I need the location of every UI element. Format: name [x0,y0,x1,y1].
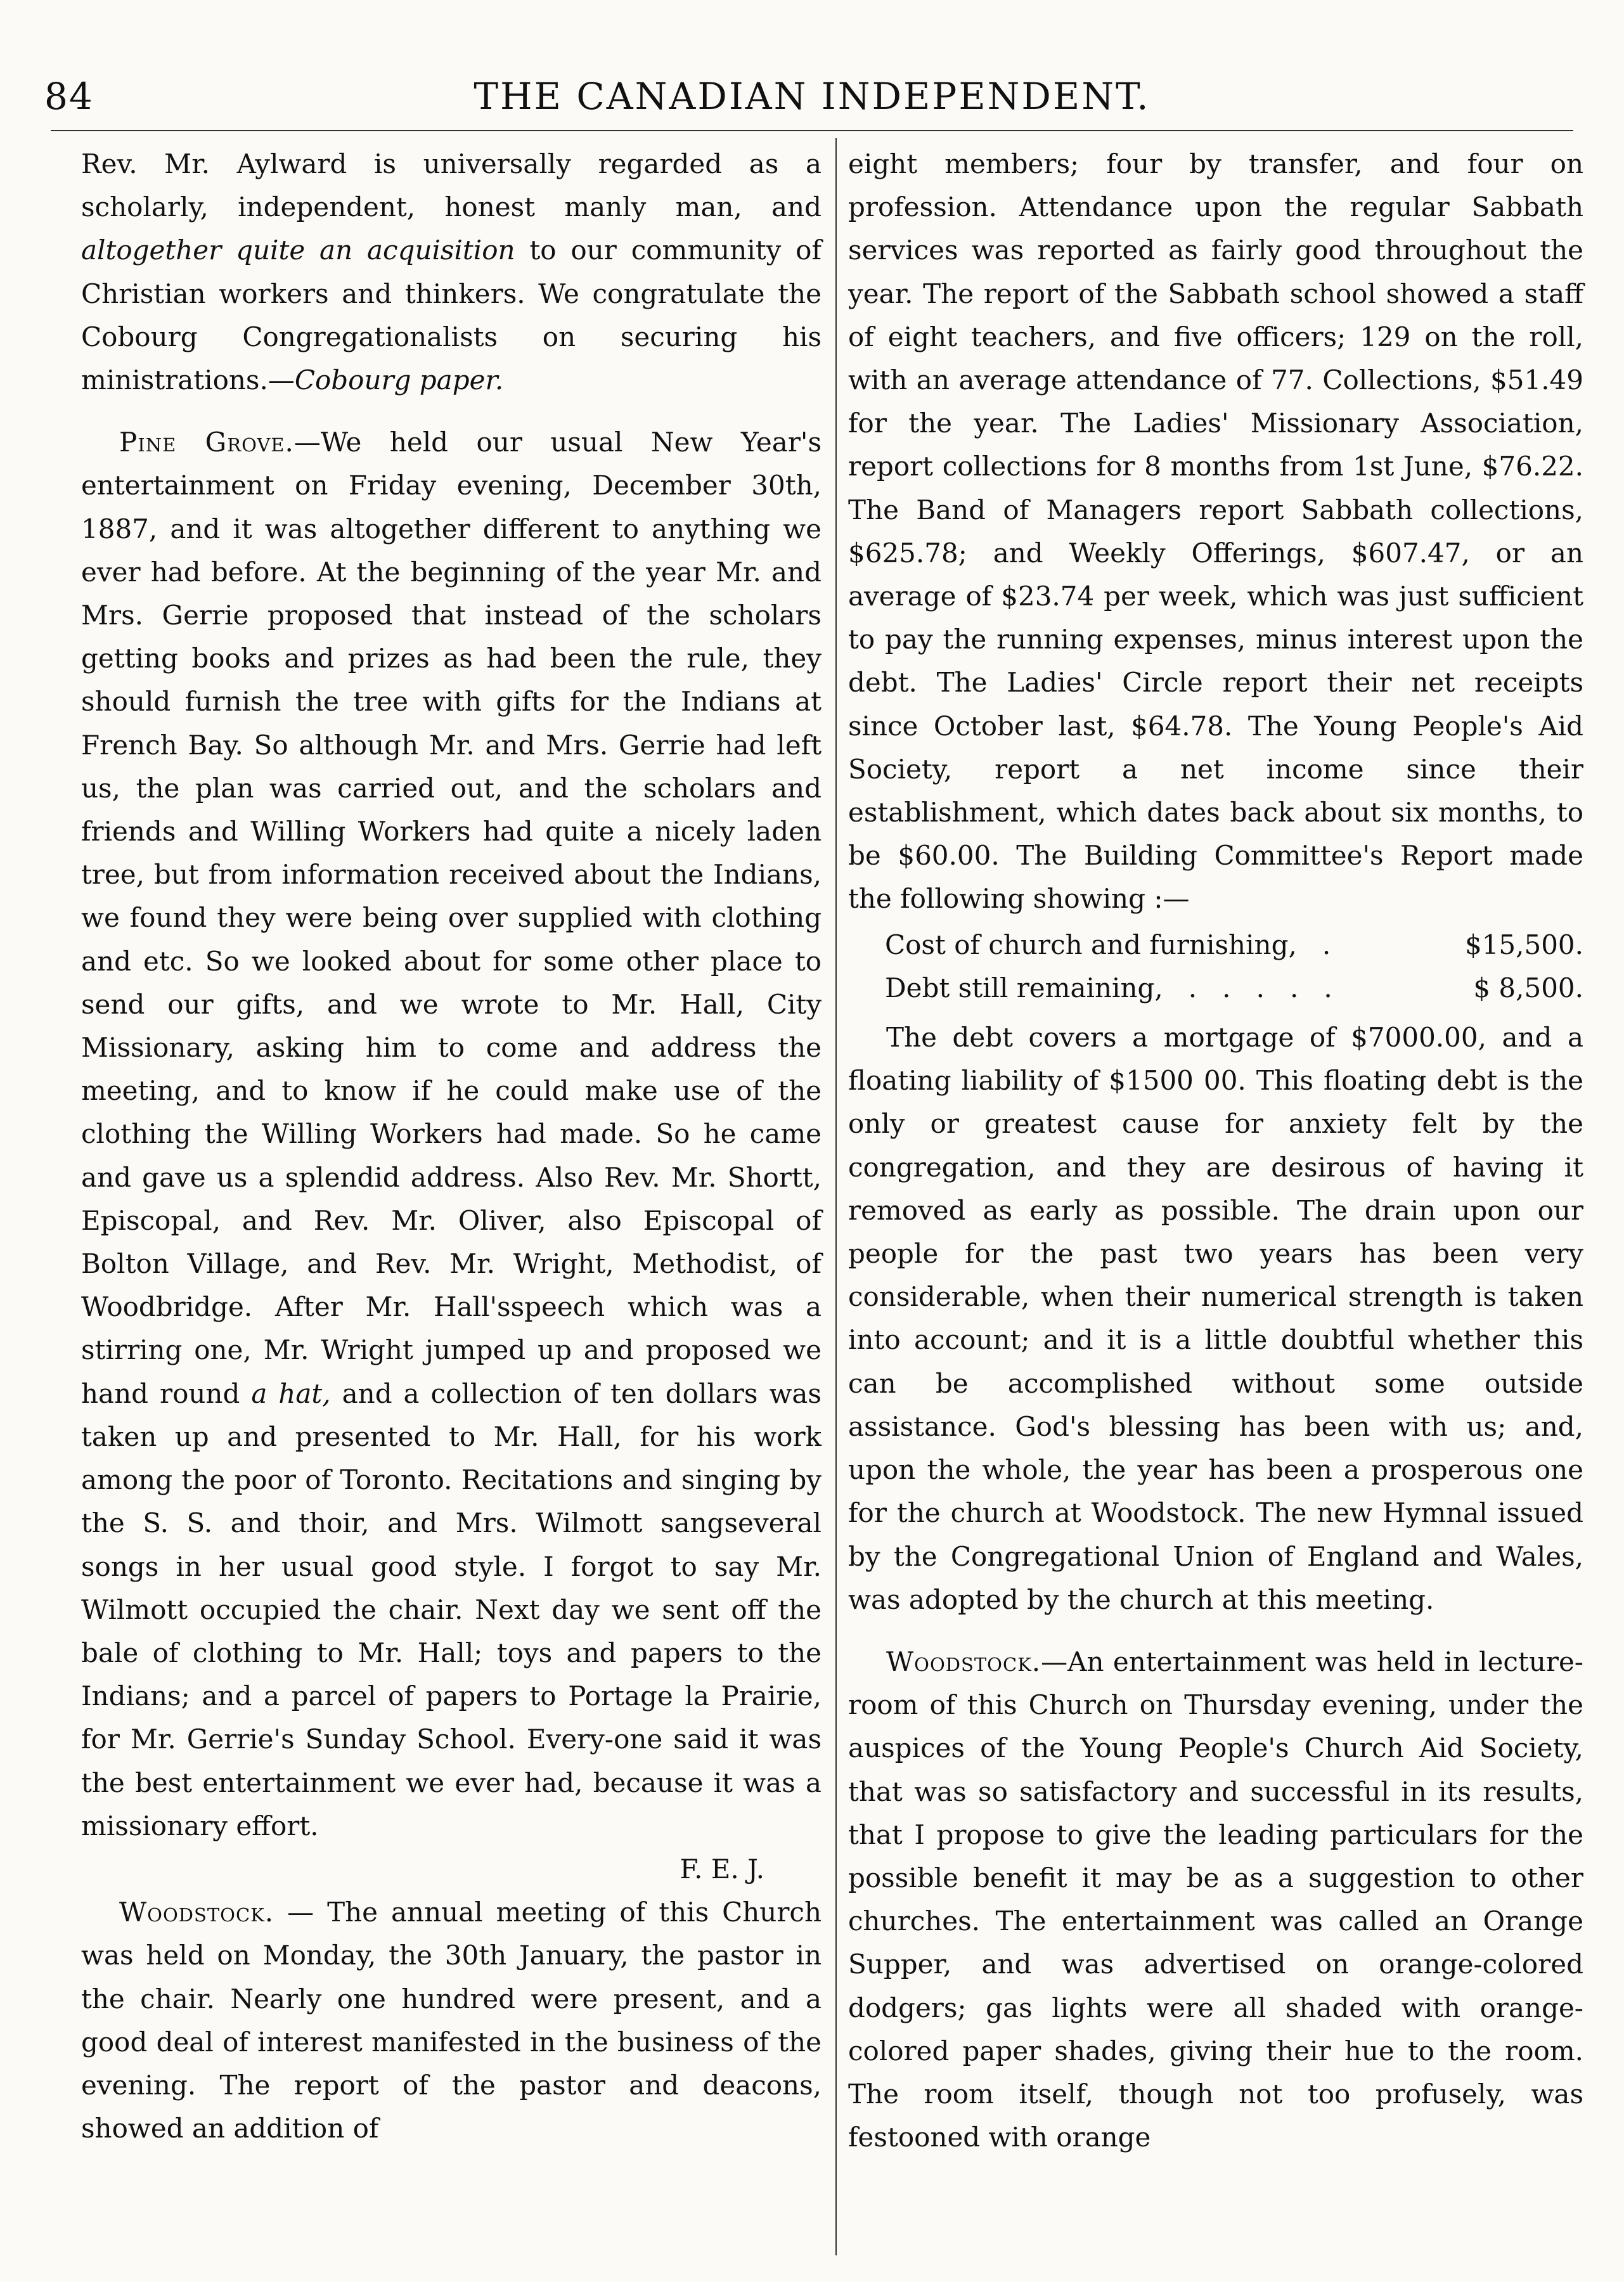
aylward-paragraph [81,143,822,402]
woodstock-report-paragraph: eight members; four by transfer, and four on profession. Attendance upon the regular Sabbath services was reported as fairly good throughout the year. The report of the Sabbath school showed a staff of eight teachers, and five officers; 129 on the roll, with an average attendance of 77. Collections, $51.49 for the year. The Ladies' Missionary Association, report collections for 8 months from 1st June, $76.22. The Band of Managers report Sabbath collections, $625.78; and Weekly Offerings, $607.47, or an average of $23.74 per week, which was just sufficient to pay the running expenses, minus interest upon the debt. The Ladies' Circle report their net receipts since October last, $64.78. The Young People's Aid Society, report a net income since their establishment, which dates back about six months, to be $60.00. The Building Committee's Report made the following showing :— [848,148,1583,915]
woodstock-entertainment-text: —An entertainment was held in lecture-room of this Church on Thursday evening, under the auspices of the Young People's Church Aid Society, that was so satisfactory and successful in its results, that I propose to give the leading particulars for the possible benefit it may be as a suggestion to other churches. The entertainment was called an Orange Supper, and was advertised on orange-colored dodgers; gas lights were all shaded with orange-colored paper shades, giving their hue to the room. The room itself, though not too profusely, was festooned with orange [848,1646,1583,2153]
aylward-text: Rev. Mr. Aylward is universally regarded as a scholarly, independent, honest manly man, and [81,148,822,223]
pine-grove-paragraph [81,421,822,1848]
cost-label: Debt still remaining, . . . . . [885,972,1332,1003]
column-divider [835,138,837,2255]
header-rule [51,130,1573,131]
page-header [44,75,1580,132]
pine-grove-signature: F. E. J. [680,1853,764,1885]
cost-table [848,924,1583,1010]
pine-grove-heading: Pine Grove. [119,427,294,458]
running-title: THE CANADIAN INDEPENDENT. [474,75,1150,118]
cost-row [848,924,1583,967]
right-column [848,143,1583,2159]
aylward-source: Cobourg paper. [294,364,504,396]
pine-grove-text: —We held our usual New Year's entertainment on Friday evening, December 30th, 1887, and it was altogether different to anything we ever had before. At the beginning of the year Mr. and Mrs. Gerrie proposed that instead of the scholars getting books and prizes as had been the rule, they should furnish the tree with gifts for the Indians at French Bay. So although Mr. and Mrs. Gerrie had left us, the plan was carried out, and the scholars and friends and Willing Workers had quite a nicely laden tree, but from information received about the Indians, we found they were being over supplied with clothing and etc. So we looked about for some other place to send our gifts, and we wrote to Mr. Hall, City Missionary, asking him to come and address the meeting, and to know if he could make use of the clothing the Willing Workers had made. So he came and gave us a splendid address. Also Rev. Mr. Shortt, Episcopal, and Rev. Mr. Oliver, also Episcopal of Bolton Village, and Rev. Mr. Wright, Methodist, of Woodbridge. After Mr. Hall'sspeech which was a stirring one, Mr. Wright jumped up and proposed we hand round [81,427,822,1409]
woodstock-meeting-paragraph [81,1891,822,2150]
woodstock-meeting-text: — The annual meeting of this Church was held on Monday, the 30th January, the pastor in the chair. Nearly one hundred were present, and a good deal of interest manifested in the business of the evening. The report of the pastor and deacons, showed an addition of [81,1897,822,2144]
page-number: 84 [44,75,94,118]
cost-value: $ 8,500. [1473,972,1583,1003]
pine-grove-italic: a hat, [251,1377,331,1409]
cost-label: Cost of church and furnishing, . [885,929,1331,960]
woodstock-meeting-heading: Woodstock. [119,1897,274,1928]
aylward-italic: altogether quite an acquisition [81,235,515,266]
woodstock-entertainment-paragraph [848,1641,1583,2159]
aylward-text-rest: to our community of Christian workers and thinkers. We congratulate the Cobourg Congregationalists on securing his ministrations.— [81,235,822,396]
pine-grove-text-rest: and a collection of ten dollars was taken up and presented to Mr. Hall, for his work among the poor of Toronto. Recitations and singing by the S. S. and thoir, and Mrs. Wilmott sangseveral songs in her usual good style. I forgot to say Mr. Wilmott occupied the chair. Next day we sent off the bale of clothing to Mr. Hall; toys and papers to the Indians; and a parcel of papers to Portage la Prairie, for Mr. Gerrie's Sunday School. Every-one said it was the best entertainment we ever had, because it was a missionary effort. [81,1377,822,1841]
cost-value: $15,500. [1464,929,1583,960]
cost-row [848,967,1583,1010]
left-column [81,143,822,2150]
woodstock-entertainment-heading: Woodstock. [886,1646,1041,1677]
debt-paragraph: The debt covers a mortgage of $7000.00, and a floating liability of $1500 00. This floating debt is the only or greatest cause for anxiety felt by the congregation, and they are desirous of having it removed as early as possible. The drain upon our people for the past two years has been very considerable, when their numerical strength is taken into account; and it is a little doubtful whether this can be accomplished without some outside assistance. God's blessing has been with us; and, upon the whole, the year has been a prosperous one for the church at Woodstock. The new Hymnal issued by the Congregational Union of England and Wales, was adopted by the church at this meeting. [848,1022,1583,1615]
